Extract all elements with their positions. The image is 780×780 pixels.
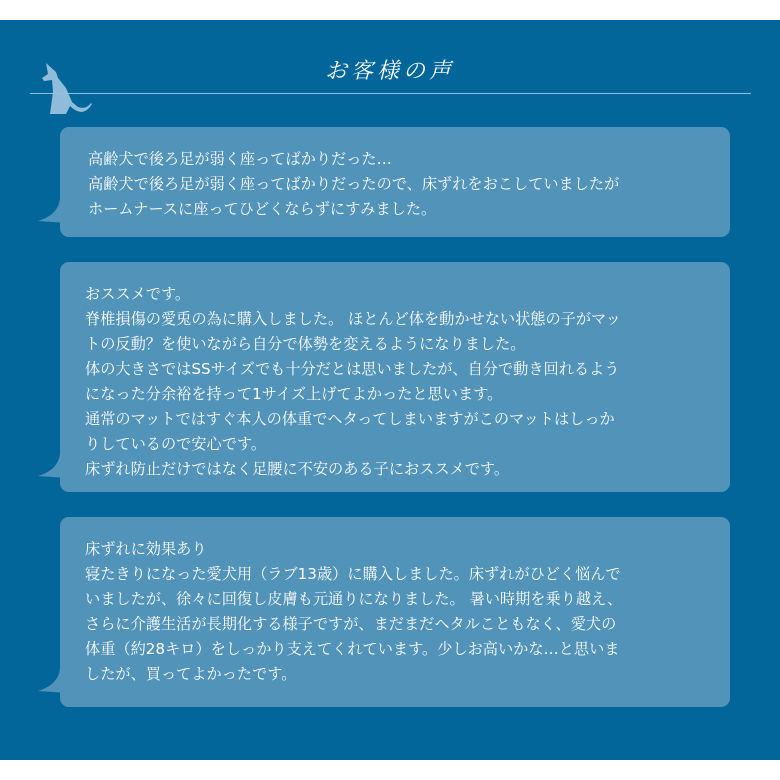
review-text-line: 体重（約28キロ）をしっかり支えてくれています。少しお高いかな…と思いま [85, 640, 620, 658]
review-text-line: 脊椎損傷の愛兎の為に購入しました。 ほとんど体を動かせない状態の子がマッ [85, 310, 621, 328]
review-text-line: 高齢犬で後ろ足が弱く座ってばかりだったので、床ずれをおこしていましたが [88, 175, 620, 193]
speech-bubble-tail [38, 669, 68, 693]
review-bubble [60, 127, 730, 237]
review-text-line: 床ずれ防止だけではなく足腰に不安のある子におススメです。 [85, 460, 510, 478]
review-text-line: したが、買ってよかったです。 [85, 665, 297, 683]
review-text-line: トの反動？を使いながら自分で体勢を変えるようになりました。 [85, 335, 526, 353]
review-text-line: いましたが、徐々に回復し皮膚も元通りになりました。 暑い時期を乗り越え、 [85, 590, 623, 608]
speech-bubble-tail [38, 454, 68, 478]
section-title: お客様の声 [324, 59, 455, 84]
review-bubble [60, 517, 730, 707]
title-divider [30, 93, 751, 94]
speech-bubble-tail [38, 199, 68, 223]
review-text-line: さらに介護生活が長期化する様子ですが、まだまだヘタルこともなく、愛犬の [85, 615, 617, 633]
review-text-line: になった分余裕を持って1サイズ上げてよかったと思います。 [85, 385, 503, 403]
review-text-line: 寝たきりになった愛犬用（ラブ13歳）に購入しました。床ずれがひどく悩んで [85, 565, 621, 583]
review-text-line: おススメです。 [85, 285, 191, 303]
review-text-line: 体の大きさではSSサイズでも十分だとは思いましたが、自分で動き回れるよう [85, 360, 620, 378]
customer-voices-section [0, 20, 780, 760]
review-text-line: 通常のマットではすぐ本人の体重でヘタってしまいますがこのマットはしっか [85, 410, 615, 428]
review-text-line: りしているので安心です。 [85, 435, 267, 453]
review-bubble [60, 262, 730, 492]
review-text-line: 床ずれに効果あり [85, 540, 207, 558]
review-text-line: 高齢犬で後ろ足が弱く座ってばかりだった… [88, 150, 392, 168]
review-text-line: ホームナースに座ってひどくならずにすみました。 [88, 200, 437, 218]
